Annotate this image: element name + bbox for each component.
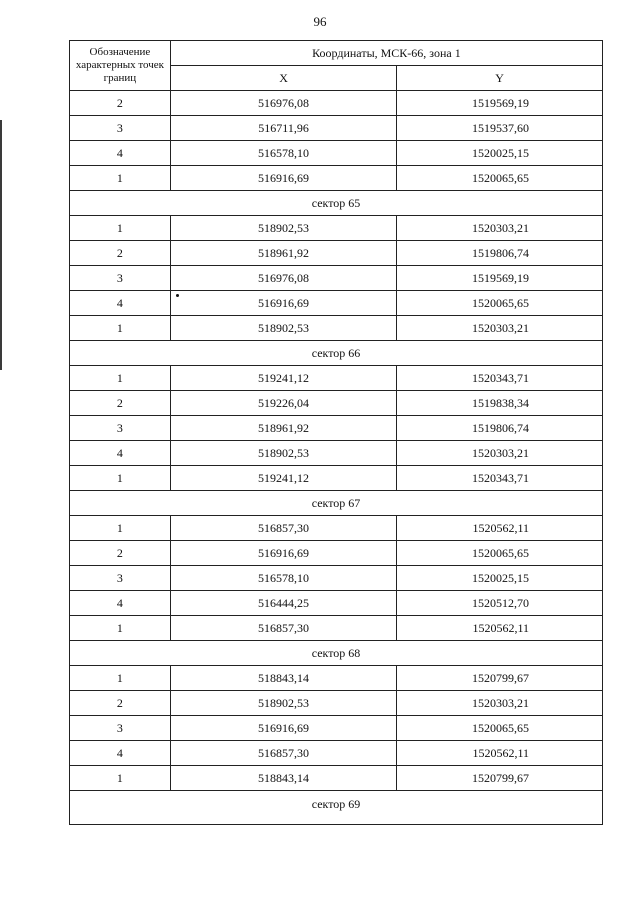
- table-row: [70, 416, 603, 441]
- x-coordinate-cell: 519241,12: [170, 466, 396, 491]
- table-row: [70, 241, 603, 266]
- sector-row: [70, 191, 603, 216]
- table-row: [70, 441, 603, 466]
- x-coordinate-cell: 516916,69: [170, 291, 396, 316]
- x-coordinate-cell: 516857,30: [170, 616, 396, 641]
- x-coordinate-cell: 518902,53: [170, 691, 396, 716]
- point-id-cell: 1: [70, 766, 171, 791]
- point-id-cell: 2: [70, 391, 171, 416]
- table-row: [70, 141, 603, 166]
- table-row: [70, 291, 603, 316]
- x-coordinate-cell: 518961,92: [170, 416, 396, 441]
- table-row: [70, 391, 603, 416]
- point-id-cell: 4: [70, 141, 171, 166]
- x-coordinate-cell: 516578,10: [170, 141, 396, 166]
- y-coordinate-cell: 1520799,67: [397, 666, 603, 691]
- x-coordinate-cell: 518843,14: [170, 766, 396, 791]
- table-row: [70, 166, 603, 191]
- table-row: [70, 316, 603, 341]
- point-id-cell: 3: [70, 116, 171, 141]
- x-coordinate-cell: 516916,69: [170, 716, 396, 741]
- sector-row: [70, 641, 603, 666]
- table-row: [70, 116, 603, 141]
- table-row: [70, 591, 603, 616]
- point-id-cell: 2: [70, 541, 171, 566]
- x-coordinate-cell: 518843,14: [170, 666, 396, 691]
- x-coordinate-cell: 516976,08: [170, 266, 396, 291]
- table-row: [70, 216, 603, 241]
- x-column-header: X: [170, 66, 396, 91]
- x-coordinate-cell: 518902,53: [170, 216, 396, 241]
- point-id-cell: 2: [70, 91, 171, 116]
- y-coordinate-cell: 1519806,74: [397, 241, 603, 266]
- y-coordinate-cell: 1520025,15: [397, 566, 603, 591]
- sector-row: [70, 341, 603, 366]
- table-body: [70, 91, 603, 825]
- y-coordinate-cell: 1520303,21: [397, 441, 603, 466]
- page-number: 96: [313, 14, 327, 29]
- x-coordinate-cell: 518902,53: [170, 441, 396, 466]
- y-coordinate-cell: 1520512,70: [397, 591, 603, 616]
- scan-edge-mark: [0, 120, 2, 370]
- point-id-cell: 3: [70, 566, 171, 591]
- y-coordinate-cell: 1520065,65: [397, 166, 603, 191]
- point-column-header: Обозначение характерных точек границ: [70, 41, 171, 91]
- y-coordinate-cell: 1520562,11: [397, 616, 603, 641]
- y-coordinate-cell: 1520303,21: [397, 691, 603, 716]
- point-id-cell: 1: [70, 366, 171, 391]
- x-coordinate-cell: 516916,69: [170, 541, 396, 566]
- x-coordinate-cell: 519241,12: [170, 366, 396, 391]
- y-coordinate-cell: 1520065,65: [397, 541, 603, 566]
- y-coordinate-cell: 1519569,19: [397, 91, 603, 116]
- point-id-cell: 1: [70, 316, 171, 341]
- sector-label: сектор 69: [70, 791, 603, 825]
- point-id-cell: 1: [70, 666, 171, 691]
- x-coordinate-cell: 518961,92: [170, 241, 396, 266]
- x-coordinate-cell: 516857,30: [170, 516, 396, 541]
- y-coordinate-cell: 1520343,71: [397, 466, 603, 491]
- x-coordinate-cell: 518902,53: [170, 316, 396, 341]
- table-row: [70, 666, 603, 691]
- table-row: [70, 516, 603, 541]
- x-coordinate-cell: 516578,10: [170, 566, 396, 591]
- point-id-cell: 1: [70, 216, 171, 241]
- table-row: [70, 566, 603, 591]
- y-coordinate-cell: 1520562,11: [397, 516, 603, 541]
- point-id-cell: 2: [70, 241, 171, 266]
- x-coordinate-cell: 516711,96: [170, 116, 396, 141]
- sector-label: сектор 68: [70, 641, 603, 666]
- table-row: [70, 466, 603, 491]
- y-coordinate-cell: 1520065,65: [397, 291, 603, 316]
- x-coordinate-cell: 516857,30: [170, 741, 396, 766]
- y-coordinate-cell: 1519838,34: [397, 391, 603, 416]
- table-row: [70, 716, 603, 741]
- table-row: [70, 541, 603, 566]
- point-id-cell: 4: [70, 291, 171, 316]
- coordinates-table: [69, 40, 603, 825]
- point-id-cell: 1: [70, 466, 171, 491]
- y-coordinate-cell: 1520799,67: [397, 766, 603, 791]
- y-coordinate-cell: 1520562,11: [397, 741, 603, 766]
- point-id-cell: 2: [70, 691, 171, 716]
- point-id-cell: 4: [70, 741, 171, 766]
- point-id-cell: 3: [70, 266, 171, 291]
- x-coordinate-cell: 519226,04: [170, 391, 396, 416]
- point-id-cell: 1: [70, 166, 171, 191]
- y-coordinate-cell: 1519537,60: [397, 116, 603, 141]
- point-id-cell: 4: [70, 441, 171, 466]
- y-coordinate-cell: 1519569,19: [397, 266, 603, 291]
- point-id-cell: 4: [70, 591, 171, 616]
- point-id-cell: 1: [70, 516, 171, 541]
- point-id-cell: 1: [70, 616, 171, 641]
- y-coordinate-cell: 1520343,71: [397, 366, 603, 391]
- point-id-cell: 3: [70, 716, 171, 741]
- sector-row: [70, 491, 603, 516]
- x-coordinate-cell: 516976,08: [170, 91, 396, 116]
- table-row: [70, 616, 603, 641]
- coords-system-header: Координаты, МСК-66, зона 1: [170, 41, 602, 66]
- sector-row: [70, 791, 603, 825]
- sector-label: сектор 65: [70, 191, 603, 216]
- y-coordinate-cell: 1520065,65: [397, 716, 603, 741]
- table-row: [70, 741, 603, 766]
- y-coordinate-cell: 1520303,21: [397, 216, 603, 241]
- sector-label: сектор 67: [70, 491, 603, 516]
- table-row: [70, 766, 603, 791]
- x-coordinate-cell: 516444,25: [170, 591, 396, 616]
- y-coordinate-cell: 1519806,74: [397, 416, 603, 441]
- point-id-cell: 3: [70, 416, 171, 441]
- y-coordinate-cell: 1520303,21: [397, 316, 603, 341]
- table-row: [70, 266, 603, 291]
- table-row: [70, 91, 603, 116]
- sector-label: сектор 66: [70, 341, 603, 366]
- x-coordinate-cell: 516916,69: [170, 166, 396, 191]
- table-row: [70, 691, 603, 716]
- y-column-header: Y: [397, 66, 603, 91]
- y-coordinate-cell: 1520025,15: [397, 141, 603, 166]
- table-row: [70, 366, 603, 391]
